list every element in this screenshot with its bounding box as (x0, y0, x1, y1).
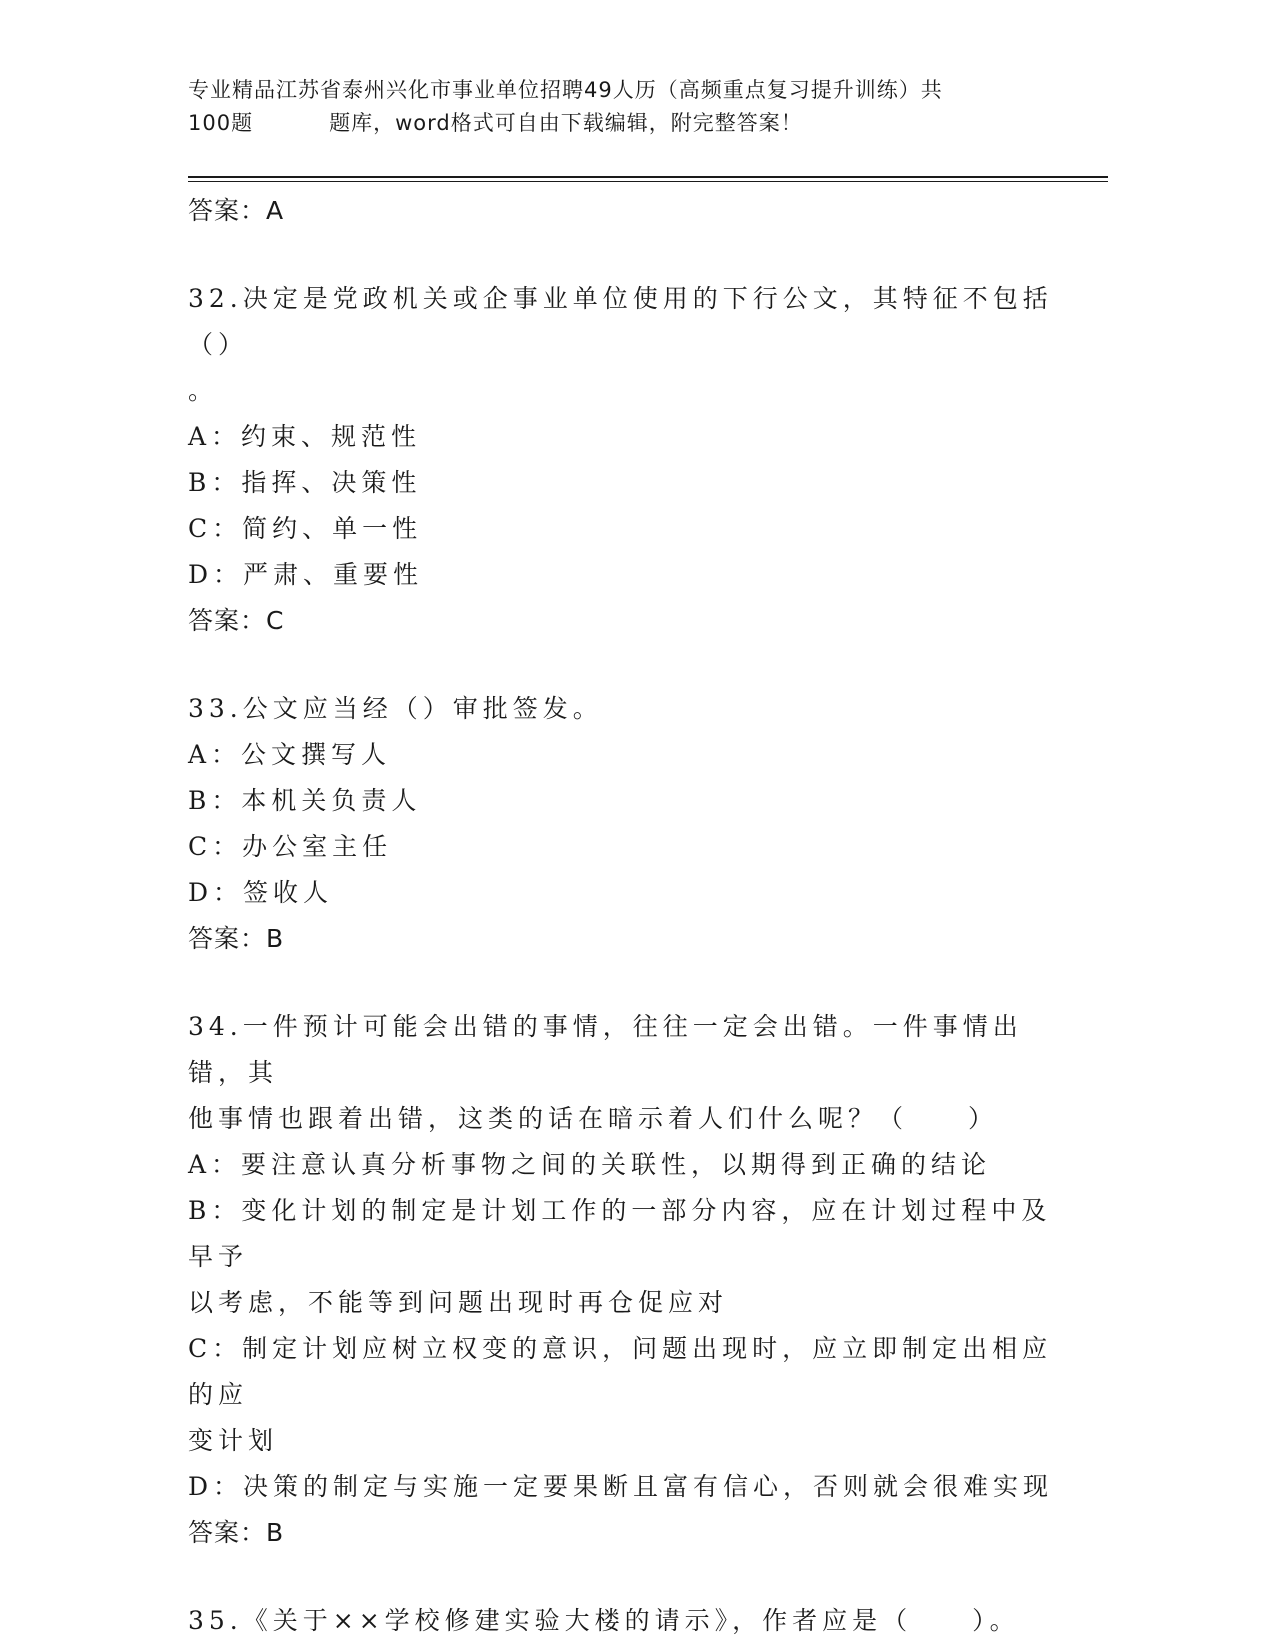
question-34-text-line1: 34.一件预计可能会出错的事情，往往一定会出错。一件事情出错，其 (188, 1012, 1023, 1087)
header-question-count: 100题 (188, 111, 254, 135)
question-33-answer: 答案：B (188, 924, 285, 953)
question-32-option-b: B：指挥、决策性 (188, 468, 422, 497)
question-33-option-b: B：本机关负责人 (188, 786, 422, 815)
question-32-text-line2: 。 (188, 376, 219, 405)
question-34-answer: 答案：B (188, 1518, 285, 1547)
question-34-option-c-line1: C：制定计划应树立权变的意识，问题出现时，应立即制定出相应的应 (188, 1334, 1053, 1409)
question-34-option-a: A：要注意认真分析事物之间的关联性，以期得到正确的结论 (188, 1150, 992, 1179)
question-33-option-c: C：办公室主任 (188, 832, 393, 861)
question-34-option-d: D：决策的制定与实施一定要果断且富有信心，否则就会很难实现 (188, 1472, 1054, 1501)
question-32-text-line1: 32.决定是党政机关或企事业单位使用的下行公文，其特征不包括（） (188, 284, 1053, 359)
header-divider-thick (188, 176, 1108, 178)
question-32-option-c: C：简约、单一性 (188, 514, 423, 543)
question-33-option-d: D：签收人 (188, 878, 334, 907)
document-header (188, 74, 1088, 140)
header-title-line1: 专业精品江苏省泰州兴化市事业单位招聘49人历（高频重点复习提升训练）共 (188, 78, 943, 102)
question-32 (188, 276, 1068, 644)
question-33 (188, 686, 1068, 962)
header-divider-thin (188, 181, 1108, 182)
question-34-text-line2: 他事情也跟着出错，这类的话在暗示着人们什么呢？（ ） (188, 1104, 999, 1133)
question-34-option-c-line2: 变计划 (188, 1426, 279, 1455)
question-34-option-b-line1: B：变化计划的制定是计划工作的一部分内容，应在计划过程中及早予 (188, 1196, 1052, 1271)
question-33-text-line1: 33.公文应当经（）审批签发。 (188, 694, 603, 723)
previous-answer: 答案：A (188, 196, 285, 225)
question-34-option-b-line2: 以考虑，不能等到问题出现时再仓促应对 (188, 1288, 729, 1317)
question-35 (188, 1598, 1068, 1644)
question-32-option-d: D：严肃、重要性 (188, 560, 424, 589)
question-32-answer: 答案：C (188, 606, 285, 635)
question-35-text-line1: 35.《关于××学校修建实验大楼的请示》，作者应是（ ）。 (188, 1606, 1020, 1635)
question-34 (188, 1004, 1068, 1556)
question-32-option-a: A：约束、规范性 (188, 422, 422, 451)
header-title-line2 (188, 107, 1088, 140)
document-body (188, 188, 1068, 1644)
question-33-option-a: A：公文撰写人 (188, 740, 392, 769)
header-description: 题库，word格式可自由下载编辑，附完整答案！ (329, 111, 803, 135)
